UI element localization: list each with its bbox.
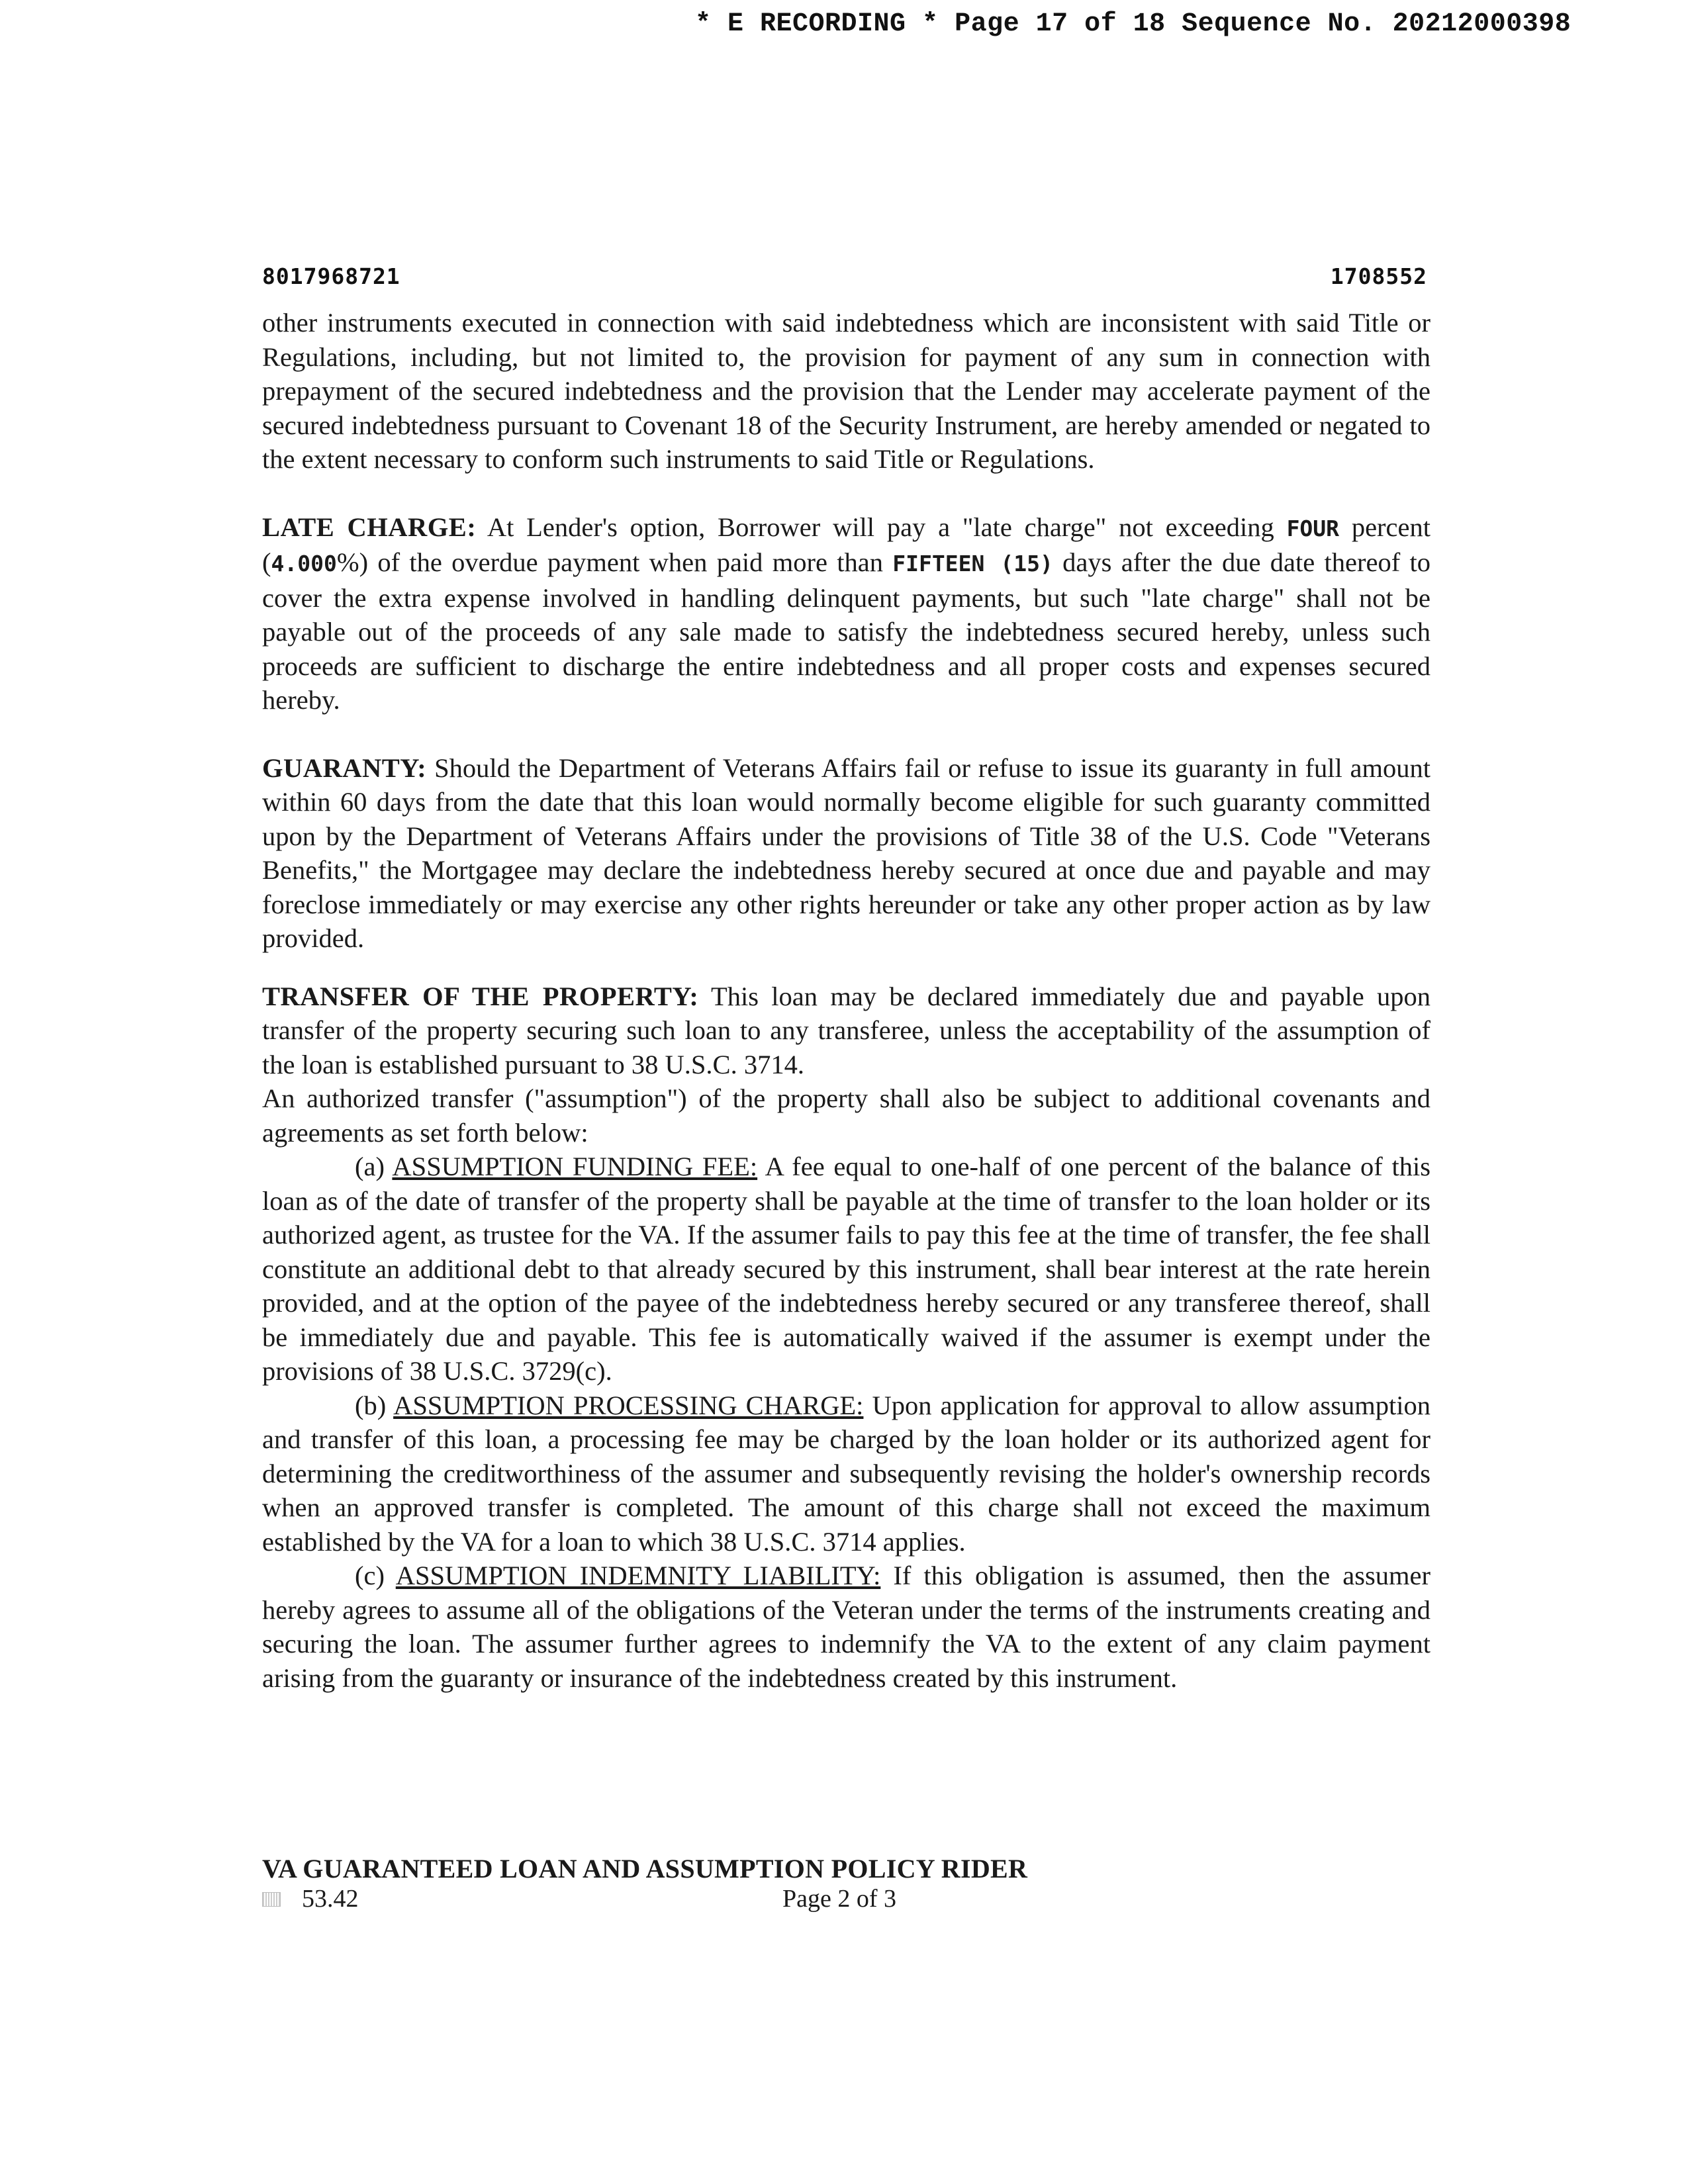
item-c-paragraph — [262, 1559, 1430, 1695]
page-number: Page 2 of 3 — [782, 1885, 897, 1913]
item-a-title: ASSUMPTION FUNDING FEE: — [392, 1152, 758, 1181]
loan-number: 8017968721 — [262, 263, 400, 289]
late-charge-paragraph — [262, 510, 1430, 717]
item-a-text: A fee equal to one-half of one percent of the balance of this loan as of the date of transfer of the property shall be payable at the time of transfer to the loan holder or its authorized agent, as trustee for the VA. If the assumer fails to pay this fee at the time of transfer, the fee shall constitute an additional debt to that already secured by this instrument, shall bear interest at the rate herein provided, and at the option of the payee of the indebtedness hereby secured or any transferee thereof, shall be immediately due and payable. This fee is automatically waived if the assumer is exempt under the provisions of 38 U.S.C. 3729(c). — [262, 1152, 1431, 1386]
guaranty-paragraph — [262, 751, 1430, 956]
form-code: 53.42 — [302, 1885, 359, 1913]
late-charge-word-four: FOUR — [1286, 515, 1340, 541]
late-charge-days: FIFTEEN (15) — [892, 551, 1053, 576]
late-charge-percent: 4.000 — [271, 551, 337, 576]
item-a-prefix: (a) — [355, 1152, 393, 1181]
item-b-paragraph — [262, 1388, 1430, 1559]
item-c-title: ASSUMPTION INDEMNITY LIABILITY: — [395, 1561, 881, 1590]
document-identifiers — [262, 263, 1427, 295]
footer-row — [262, 1884, 1430, 1917]
late-charge-text-4: days after the due date thereof to cover the extra expense involved in handling delinquent payments, but such "late charge" shall not be payable out of the proceeds of any sale made to satisfy the indebtedness secured hereby, unless such proceeds are sufficient to discharge the entire indebtedness and all proper costs and expenses secured hereby. — [262, 547, 1430, 715]
guaranty-heading: GUARANTY: — [262, 752, 427, 783]
item-b-prefix: (b) — [355, 1390, 394, 1420]
late-charge-text-2: percent ( — [262, 512, 1430, 577]
item-b-text: Upon application for approval to allow assumption and transfer of this loan, a processing fee may be charged by the loan holder or its authorized agent for determining the creditworthiness of the assumer and subsequently revising the holder's ownership records when an approved transfer is completed. The amount of this charge shall not exceed the maximum established by the VA for a loan to which 38 U.S.C. 3714 applies. — [262, 1390, 1430, 1557]
page-footer — [262, 1853, 1430, 1917]
form-mark-icon — [262, 1892, 281, 1907]
transfer-heading: TRANSFER OF THE PROPERTY: — [262, 981, 699, 1011]
guaranty-text: Should the Department of Veterans Affairs fail or refuse to issue its guaranty in full amount within 60 days from the date that this loan would normally become eligible for such guaranty committed upon by the Department of Veterans Affairs under the provisions of Title 38 of the U.S. Code "Veterans Benefits," the Mortgagee may declare the indebtedness hereby secured at once due and payable and may foreclose immediately or may exercise any other rights hereunder or take any other proper action as by law provided. — [262, 752, 1430, 953]
item-b-title: ASSUMPTION PROCESSING CHARGE: — [393, 1390, 864, 1420]
recording-stamp: * E RECORDING * Page 17 of 18 Sequence No. 20212000398 — [695, 9, 1571, 39]
intro-paragraph: other instruments executed in connection with said indebtedness which are inconsistent with said Title or Regulations, including, but not limited to, the provision for payment of any sum in connection with prepayment of the secured indebtedness and the provision that the Lender may accelerate payment of the secured indebtedness pursuant to Covenant 18 of the Security Instrument, are hereby amended or negated to the extent necessary to conform such instruments to said Title or Regulations. — [262, 308, 1430, 474]
document-number: 1708552 — [1330, 263, 1427, 289]
transfer-text: This loan may be declared immediately due and payable upon transfer of the property securing such loan to any transferee, unless the acceptability of the assumption of the loan is established pursuant to 38 U.S.C. 3714. — [262, 981, 1430, 1079]
transfer-paragraph-2: An authorized transfer ("assumption") of the property shall also be subject to additional covenants and agreements as set forth below: — [262, 1083, 1430, 1148]
item-c-prefix: (c) — [355, 1561, 396, 1590]
transfer-paragraph — [262, 979, 1430, 1082]
document-body — [262, 306, 1430, 1695]
item-c-text: If this obligation is assumed, then the assumer hereby agrees to assume all of the obligations of the Veteran under the terms of the instruments creating and securing the loan. The assumer further agrees to indemnify the VA to the extent of any claim payment arising from the guaranty or insurance of the indebtedness created by this instrument. — [262, 1561, 1430, 1693]
late-charge-text-3: %) of the overdue payment when paid more than — [336, 547, 893, 577]
footer-title: VA GUARANTEED LOAN AND ASSUMPTION POLICY RIDER — [262, 1854, 1028, 1884]
item-a-paragraph — [262, 1150, 1430, 1388]
late-charge-heading: LATE CHARGE: — [262, 512, 477, 542]
late-charge-text-1: At Lender's option, Borrower will pay a "late charge" not exceeding — [476, 512, 1287, 542]
